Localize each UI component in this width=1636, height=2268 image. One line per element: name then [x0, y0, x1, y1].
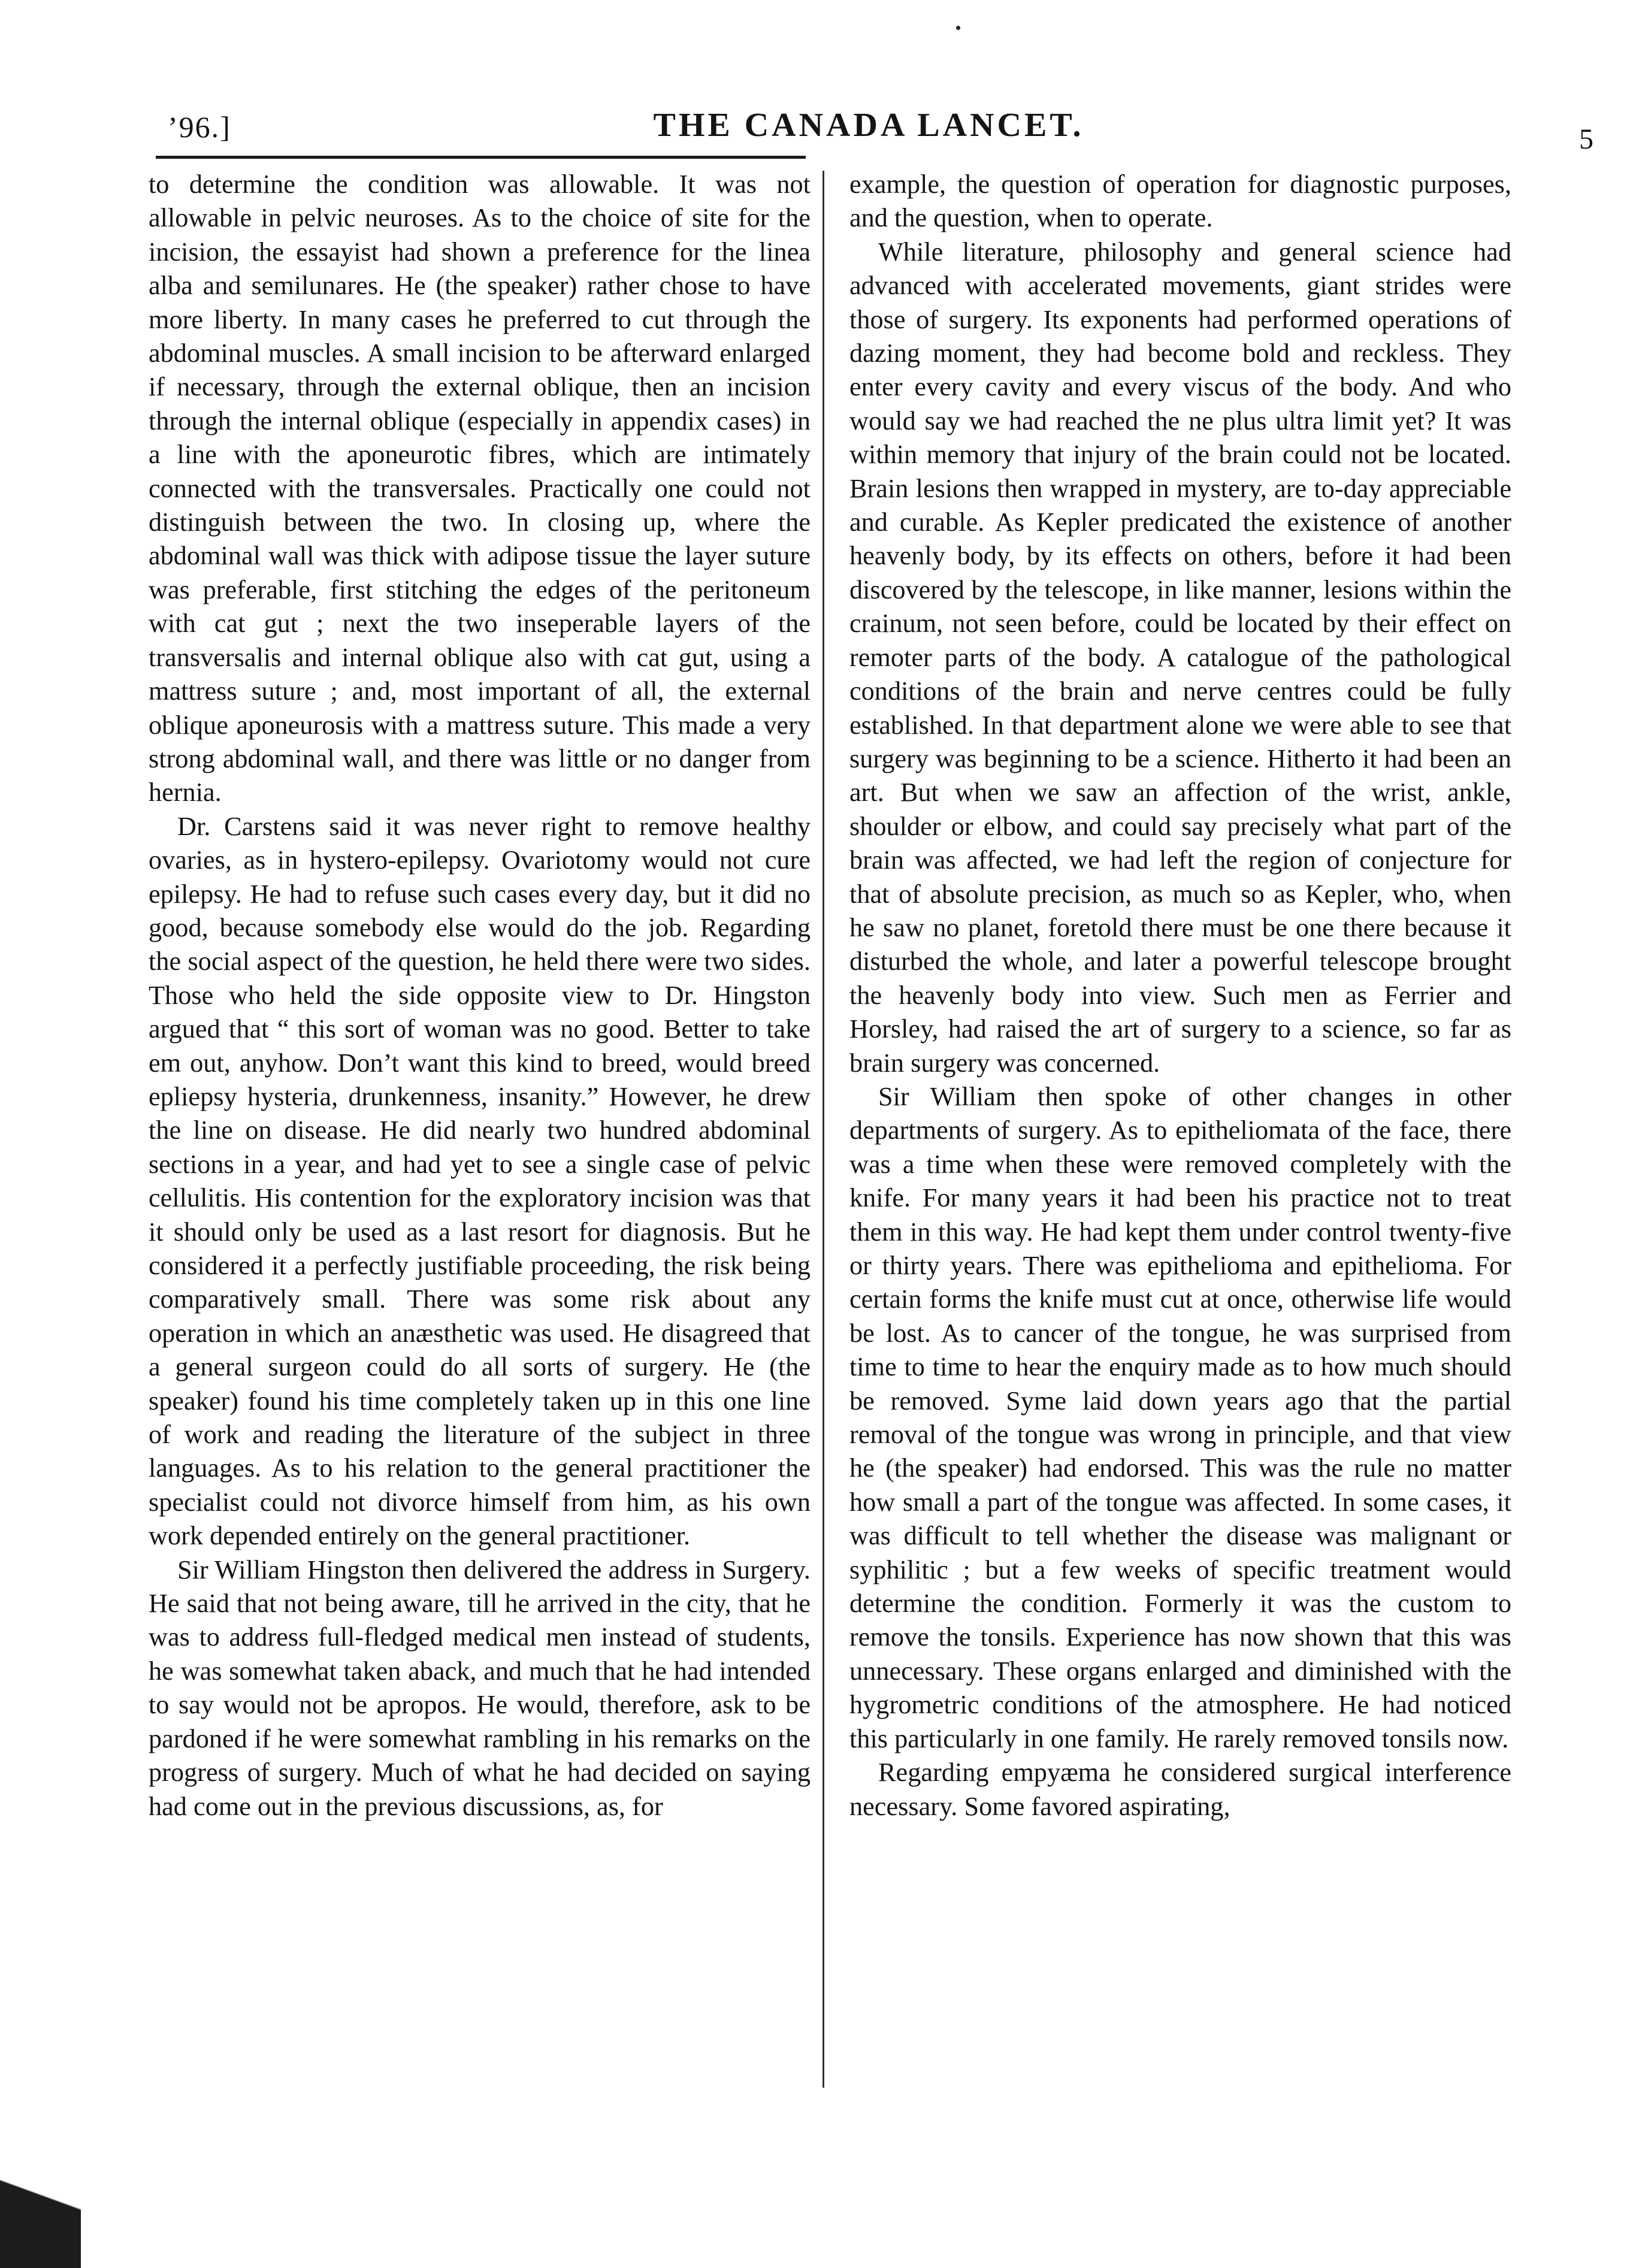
running-header — [156, 99, 1593, 159]
right-paragraph-2: While literature, philosophy and general science had advanced with accelerated movements, giant strides were those of surgery. Its exponents had performed operations of dazing moment, they had become bold and reckless. They enter every cavity and every viscus of the body. And who would say we had reached the ne plus ultra limit yet? It was within memory that injury of the brain could not be located. Brain lesions then wrapped in mystery, are to-day appreciable and curable. As Kepler predicated the existence of another heavenly body, by its effects on others, before it had been discovered by the telescope, in like manner, lesions within the crainum, not seen before, could be located by their effect on remoter parts of the body. A catalogue of the pathological conditions of the brain and nerve centres could be fully established. In that department alone we were able to see that surgery was beginning to be a science. Hitherto it had been an art. But when we saw an affection of the wrist, ankle, shoulder or elbow, and could say precisely what part of the brain was affected, we had left the region of conjecture for that of absolute precision, as much so as Kepler, who, when he saw no planet, foretold there must be one there because it disturbed the whole, and later a powerful telescope brought the heavenly body into view. Such men as Ferrier and Horsley, had raised the art of surgery to a science, so far as brain surgery was concerned. — [849, 237, 1511, 1078]
print-speck — [956, 26, 960, 30]
scan-edge-shadow — [0, 2136, 81, 2268]
header-year: ’96.] — [168, 110, 231, 144]
left-column — [149, 168, 811, 1824]
left-paragraph-3: Sir William Hingston then delivered the address in Surgery. He said that not being aware, till he arrived in the city, that he was to address full-fledged medical men instead of students, he was somewhat taken aback, and much that he had intended to say would not be apropos. He would, therefore, ask to be pardoned if he were somewhat rambling in his remarks on the progress of surgery. Much of what he had decided on saying had come out in the previous discussions, as, for — [149, 1555, 811, 1821]
journal-title: THE CANADA LANCET. — [653, 107, 1084, 144]
column-divider — [822, 171, 824, 2088]
left-paragraph-2: Dr. Carstens said it was never right to remove healthy ovaries, as in hystero-epilepsy. Ovariotomy would not cure epilepsy. He had to refuse such cases every day, but it did no good, because somebody else would do the job. Regarding the social aspect of the question, he held there were two sides. Those who held the side opposite view to Dr. Hingston argued that “ this sort of woman was no good. Better to take em out, anyhow. Don’t want this kind to breed, would breed epliepsy hysteria, drunkenness, insanity.” However, he drew the line on disease. He did nearly two hundred abdominal sections in a year, and had yet to see a single case of pelvic cellulitis. His contention for the exploratory incision was that it should only be used as a last resort for diagnosis. But he considered it a perfectly justifiable proceeding, the risk being comparatively small. There was some risk about any operation in which an anæsthetic was used. He disagreed that a general surgeon could do all sorts of surgery. He (the speaker) found his time completely taken up in this one line of work and reading the literature of the subject in three languages. As to his relation to the general practitioner the specialist could not divorce himself from him, as his own work depended entirely on the general practitioner. — [149, 811, 811, 1551]
header-rule — [156, 156, 806, 159]
right-column — [849, 168, 1511, 1824]
left-paragraph-1: to determine the condition was allowable. It was not allowable in pelvic neuroses. As to the choice of site for the incision, the essayist had shown a preference for the linea alba and semilunares. He (the speaker) rather chose to have more liberty. In many cases he preferred to cut through the abdominal muscles. A small incision to be afterward enlarged if necessary, through the external oblique, then an incision through the internal oblique (especially in appendix cases) in a line with the aponeurotic fibres, which are intimately connected with the transversales. Practically one could not distinguish between the two. In closing up, where the abdominal wall was thick with adipose tissue the layer suture was preferable, first stitching the edges of the peritoneum with cat gut ; next the two inseperable layers of the transversalis and internal oblique also with cat gut, using a mattress suture ; and, most important of all, the external oblique aponeurosis with a mattress suture. This made a very strong abdominal wall, and there was little or no danger from hernia. — [149, 170, 811, 808]
right-paragraph-1: example, the question of operation for diagnostic purposes, and the question, when to operate. — [849, 170, 1511, 233]
right-paragraph-3: Sir William then spoke of other changes in other departments of surgery. As to epitheliomata of the face, there was a time when these were removed completely with the knife. For many years it had been his practice not to treat them in this way. He had kept them under control twenty-five or thirty years. There was epithelioma and epithelioma. For certain forms the knife must cut at once, otherwise life would be lost. As to cancer of the tongue, he was surprised from time to time to hear the enquiry made as to how much should be removed. Syme laid down years ago that the partial removal of the tongue was wrong in principle, and that view he (the speaker) had endorsed. This was the rule no matter how small a part of the tongue was affected. In some cases, it was difficult to tell whether the disease was malignant or syphilitic ; but a few weeks of specific treatment would determine the condition. Formerly it was the custom to remove the tonsils. Experience has now shown that this was unnecessary. These organs enlarged and diminished with the hygrometric conditions of the atmosphere. He had noticed this particularly in one family. He rarely removed tonsils now. — [849, 1081, 1511, 1753]
right-paragraph-4: Regarding empyæma he considered surgical interference necessary. Some favored aspirating, — [849, 1758, 1511, 1821]
page-number: 5 — [1579, 123, 1593, 155]
